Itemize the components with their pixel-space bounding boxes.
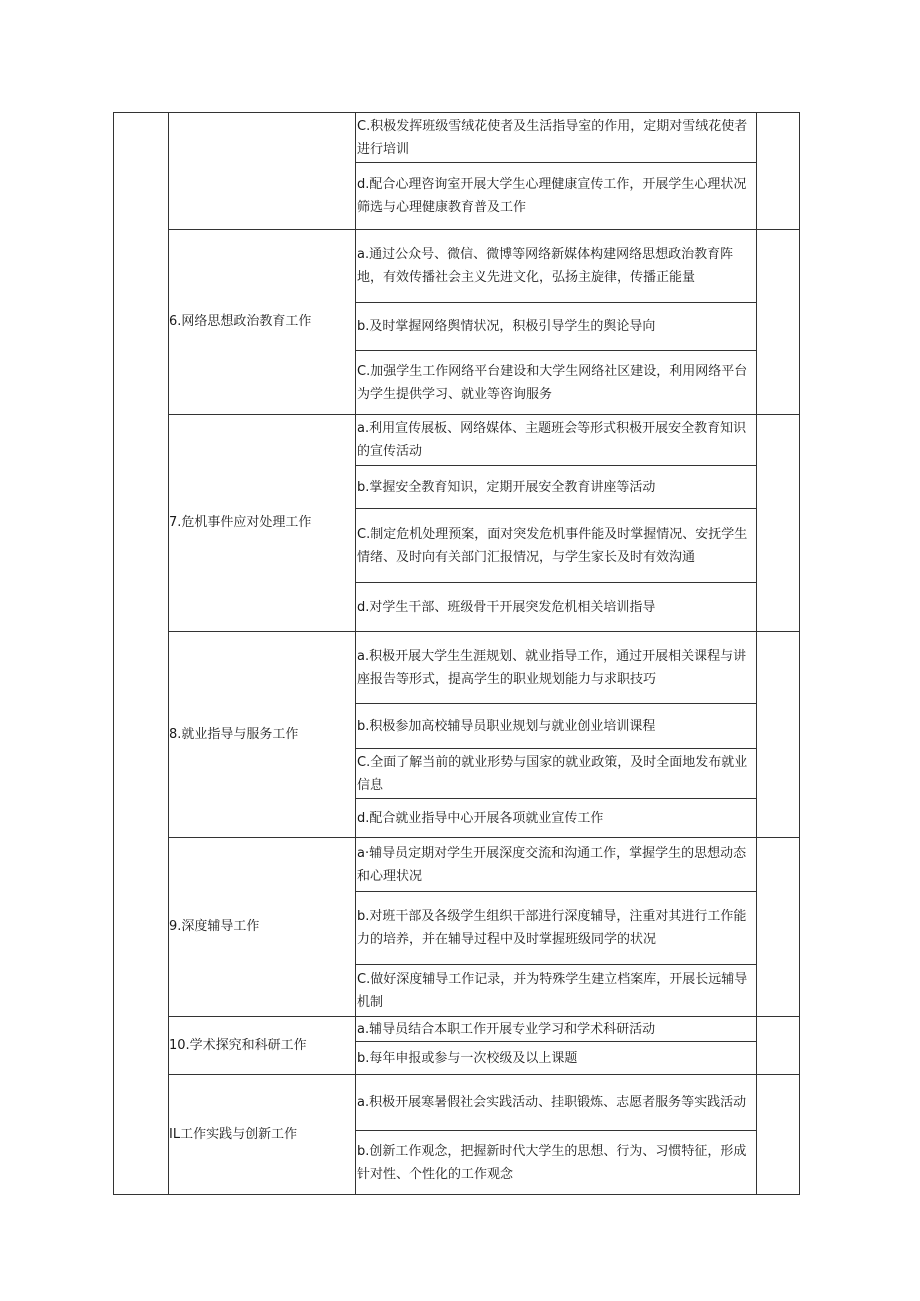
list-item: a.辅导员结合本职工作开展专业学习和学术科研活动 [356,1017,756,1042]
category-cell: 9.深度辅导工作 [169,838,356,1017]
list-item: b.每年申报或参与一次校级及以上课题 [357,1050,578,1066]
list-item: C.全面了解当前的就业形势与国家的就业政策，及时全面地发布就业信息 [356,749,756,799]
remarks-cell [757,230,800,415]
list-item: d.对学生干部、班级骨干开展突发危机相关培训指导 [357,599,656,615]
items-cell [356,1017,757,1075]
list-item: C.做好深度辅导工作记录，并为特殊学生建立档案库，开展长远辅导机制 [357,971,748,1010]
list-item: b.对班干部及各级学生组织干部进行深度辅导，注重对其进行工作能力的培养，并在辅导过程中及时掌握班级同学的状况 [356,892,756,965]
first-column-cell [114,113,169,1195]
table-row [114,1075,800,1195]
list-item: a.利用宣传展板、网络媒体、主题班会等形式积极开展安全教育知识的宣传活动 [356,415,756,466]
list-item: d.配合心理咨询室开展大学生心理健康宣传工作，开展学生心理状况筛选与心理健康教育普及工作 [357,177,747,215]
list-item: b.积极参加高校辅导员职业规划与就业创业培训课程 [356,704,756,749]
items-cell [356,632,757,838]
table-row [114,838,800,1017]
category-cell: 6.网络思想政治教育工作 [169,230,356,415]
remarks-cell [757,415,800,632]
items-cell [356,230,757,415]
items-cell [356,1075,757,1195]
items-cell [356,415,757,632]
remarks-cell [757,113,800,230]
category-cell: 8.就业指导与服务工作 [169,632,356,838]
work-items-table [113,112,800,1195]
list-item: b.创新工作观念，把握新时代大学生的思想、行为、习惯特征，形成针对性、个性化的工作观念 [357,1143,747,1182]
table-row [114,632,800,838]
category-cell [169,113,356,230]
list-item: a.通过公众号、微信、微博等网络新媒体构建网络思想政治教育阵地，有效传播社会主义先进文化，弘扬主旋律，传播正能量 [356,230,756,303]
remarks-cell [757,632,800,838]
list-item: C.制定危机处理预案，面对突发危机事件能及时掌握情况、安抚学生情绪、及时向有关部门汇报情况，与学生家长及时有效沟通 [356,509,756,583]
list-item: C.加强学生工作网络平台建设和大学生网络社区建设，利用网络平台为学生提供学习、就业等咨询服务 [357,363,748,402]
list-item: a.积极开展大学生生涯规划、就业指导工作，通过开展相关课程与讲座报告等形式，提高学生的职业规划能力与求职技巧 [356,632,756,704]
remarks-cell [757,1017,800,1075]
category-cell: 10.学术探究和科研工作 [169,1017,356,1075]
table-row [114,415,800,632]
list-item: a.积极开展寒暑假社会实践活动、挂职锻炼、志愿者服务等实践活动 [356,1075,756,1131]
list-item: b.掌握安全教育知识，定期开展安全教育讲座等活动 [356,466,756,509]
list-item: a·辅导员定期对学生开展深度交流和沟通工作，掌握学生的思想动态和心理状况 [356,838,756,892]
category-cell: 7.危机事件应对处理工作 [169,415,356,632]
items-cell [356,838,757,1017]
list-item: d.配合就业指导中心开展各项就业宣传工作 [357,810,604,826]
list-item: C.积极发挥班级雪绒花使者及生活指导室的作用，定期对雪绒花使者进行培训 [356,113,756,163]
list-item: b.及时掌握网络舆情状况，积极引导学生的舆论导向 [356,303,756,351]
items-cell [356,113,757,230]
table-row [114,230,800,415]
category-cell: IL工作实践与创新工作 [169,1075,356,1195]
remarks-cell [757,1075,800,1195]
table-row [114,1017,800,1075]
remarks-cell [757,838,800,1017]
table-row [114,113,800,230]
